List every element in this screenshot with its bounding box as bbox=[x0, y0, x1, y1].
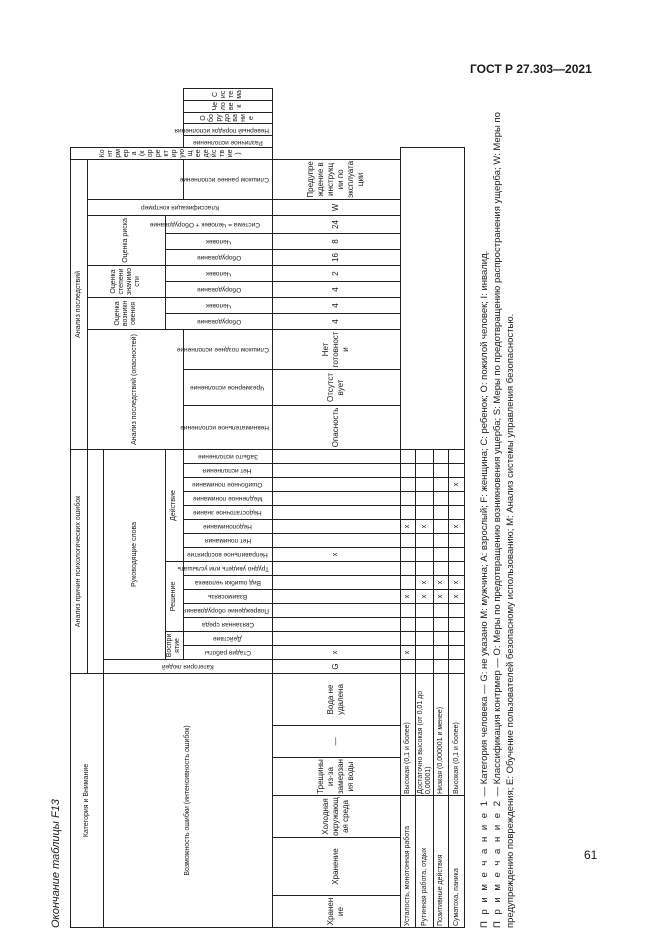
psych-col-header: Неверный порядок исполнения bbox=[183, 124, 272, 136]
occurrence-equipment-header: Оборудование bbox=[166, 313, 273, 329]
consequence-blank-cell bbox=[400, 147, 464, 449]
side-category-cell: Позитивные действия bbox=[433, 796, 449, 928]
severity-human-cell: 2 bbox=[272, 265, 400, 281]
psych-col-header: Невнимательное исполнение bbox=[183, 405, 272, 449]
side-mark-cell: x bbox=[416, 589, 434, 603]
danger-system-cell: Нет готовности bbox=[272, 329, 400, 369]
side-mark-cell bbox=[416, 547, 434, 561]
mark-cell bbox=[272, 561, 400, 575]
side-mark-cell bbox=[416, 645, 434, 659]
psych-col-header: Чрезмерное исполнение bbox=[183, 369, 272, 405]
psych-col-header: Ошибочное понимание bbox=[183, 477, 272, 491]
danger-equipment-cell: Опасность bbox=[272, 405, 400, 449]
side-mark-cell bbox=[449, 617, 465, 631]
side-category-cell: Рутинная работа, отдых bbox=[416, 796, 434, 928]
mark-cell bbox=[272, 491, 400, 505]
side-possibility-cell: Достаточно высокая (от 0,01 до 0,00001) bbox=[416, 673, 434, 795]
side-mark-cell bbox=[433, 463, 449, 477]
occurrence-human-header: Человек bbox=[166, 297, 273, 313]
danger-human-header: Человек bbox=[183, 100, 272, 112]
psych-col-header: Нет понимания bbox=[183, 533, 272, 547]
action-header: Действие bbox=[183, 631, 272, 645]
risk-human-cell: 8 bbox=[272, 233, 400, 249]
note-2-text: — Классификация контрмер — O: Меры по предотвращению возникновения ущерба; S: Меры по предотвращению распространения ущерба; W: Меры по предупреждению повреждения; E: Обучение пользователей безопасному использованию; M: Анализ системы управления безопасностью. bbox=[492, 112, 516, 928]
control-header: Контрмера (корректирующее действие) bbox=[71, 147, 273, 159]
side-possibility-cell: Высокая (0,1 и более) bbox=[449, 673, 465, 795]
side-mark-cell bbox=[433, 645, 449, 659]
side-mark-cell bbox=[416, 463, 434, 477]
mark-cell bbox=[272, 603, 400, 617]
psych-col-header: Забыто исполнение bbox=[183, 449, 272, 463]
risk-system-cell: 24 bbox=[272, 215, 400, 233]
side-mark-cell bbox=[400, 575, 416, 589]
side-mark-cell bbox=[433, 659, 449, 673]
danger-human-cell: Отсутствует bbox=[272, 369, 400, 405]
page-number: 61 bbox=[584, 848, 598, 862]
psych-col-header: Слишком позднее исполнение bbox=[183, 329, 272, 369]
side-mark-cell bbox=[433, 603, 449, 617]
danger-equipment-header: Оборудование bbox=[183, 112, 272, 124]
side-mark-cell bbox=[449, 561, 465, 575]
side-mark-cell bbox=[416, 631, 434, 645]
human-category-header: Категория людей bbox=[104, 659, 273, 673]
side-mark-cell bbox=[433, 617, 449, 631]
interaction-header: Взаимосвязь bbox=[183, 589, 272, 603]
side-mark-cell bbox=[416, 449, 434, 463]
side-mark-cell bbox=[433, 491, 449, 505]
psych-col-header: Медленное понимание bbox=[183, 491, 272, 505]
side-mark-cell bbox=[400, 533, 416, 547]
danger-analysis-header: Анализ последствий (опасностей) bbox=[87, 329, 183, 449]
side-possibility-cell: Высокая (0,1 и более) bbox=[400, 673, 416, 795]
control-class-header: Классификация контрмер bbox=[87, 199, 272, 215]
side-mark-cell bbox=[433, 519, 449, 533]
side-category-cell: Усталость, монотонная работа bbox=[400, 796, 416, 928]
psych-col-header: Недопонимание bbox=[183, 519, 272, 533]
mark-cell bbox=[272, 631, 400, 645]
error-kind-header: Вид ошибки человека bbox=[183, 575, 272, 589]
side-mark-cell bbox=[449, 603, 465, 617]
side-mark-cell bbox=[449, 533, 465, 547]
mark-cell bbox=[272, 519, 400, 533]
side-mark-cell bbox=[449, 645, 465, 659]
side-mark-cell bbox=[433, 533, 449, 547]
risk-system-header: Система = Человек + Оборудование bbox=[166, 215, 273, 233]
side-mark-cell bbox=[433, 449, 449, 463]
error-kind-cell: Вода не удалена bbox=[272, 673, 400, 725]
fmea-table bbox=[70, 88, 465, 928]
side-mark-cell: x bbox=[449, 519, 465, 533]
mark-cell bbox=[272, 477, 400, 491]
note-2-label: П р и м е ч а н и е 2 bbox=[492, 799, 503, 928]
control-cell: Предупреждение в инструкции по эксплуатации bbox=[272, 159, 400, 199]
side-mark-cell bbox=[416, 603, 434, 617]
danger-system-header: Система bbox=[183, 89, 272, 101]
side-mark-cell bbox=[433, 631, 449, 645]
note-2 bbox=[491, 88, 517, 928]
side-possibility-cell: Низкая (0,000001 и менее) bbox=[433, 673, 449, 795]
side-mark-cell bbox=[400, 603, 416, 617]
side-mark-cell bbox=[416, 561, 434, 575]
risk-equipment-cell: 16 bbox=[272, 249, 400, 265]
side-mark-cell: x bbox=[449, 477, 465, 491]
side-mark-cell bbox=[400, 547, 416, 561]
note-1-text: — Категория человека — G: не указано M: мужчина; A: взрослый; F: женщина; C: ребенок; O: пожилой человек; I: инвалид. bbox=[479, 250, 490, 800]
side-mark-cell bbox=[400, 631, 416, 645]
occurrence-equipment-cell: 4 bbox=[272, 313, 400, 329]
psych-col-header: Неправильное восприятие bbox=[183, 547, 272, 561]
side-mark-cell bbox=[449, 631, 465, 645]
equipment-damage-header: Повреждение оборудования bbox=[183, 603, 272, 617]
damage-cell: Трещины из-за замерзания воды bbox=[272, 758, 400, 796]
environment-cell: Холодная окружающая среда bbox=[272, 796, 400, 838]
note-1 bbox=[478, 88, 491, 928]
possibility-header: Возможность ошибки (интенсивность ошибок) bbox=[104, 673, 273, 927]
mark-cell bbox=[272, 575, 400, 589]
psych-analysis-subheader bbox=[87, 449, 104, 673]
side-category-cell: Суматоха, паника bbox=[449, 796, 465, 928]
severity-equipment-header: Оборудование bbox=[166, 281, 273, 297]
mark-cell bbox=[272, 589, 400, 603]
side-mark-cell bbox=[400, 449, 416, 463]
side-mark-cell bbox=[433, 505, 449, 519]
risk-equipment-header: Оборудование bbox=[166, 249, 273, 265]
human-category-cell: G bbox=[272, 659, 400, 673]
notes-block bbox=[478, 88, 517, 928]
side-mark-cell bbox=[400, 659, 416, 673]
side-mark-cell bbox=[416, 617, 434, 631]
mark-cell bbox=[272, 449, 400, 463]
side-mark-cell bbox=[449, 463, 465, 477]
psych-col-header: Недостаточное знание bbox=[183, 505, 272, 519]
risk-human-header: Человек bbox=[166, 233, 273, 249]
rotated-page-content bbox=[50, 88, 540, 928]
side-mark-cell: x bbox=[449, 575, 465, 589]
severity-header: Оценка степени значимости bbox=[87, 265, 166, 297]
side-mark-cell bbox=[416, 659, 434, 673]
decision-header: Решение bbox=[166, 561, 184, 631]
consequence-analysis-header: Анализ последствий bbox=[71, 159, 88, 449]
side-mark-cell: x bbox=[449, 589, 465, 603]
side-mark-cell bbox=[400, 477, 416, 491]
side-mark-cell: x bbox=[433, 589, 449, 603]
side-mark-cell: x bbox=[433, 575, 449, 589]
mark-cell bbox=[272, 533, 400, 547]
side-mark-cell: x bbox=[400, 519, 416, 533]
stage-header: Стадия работы bbox=[183, 645, 272, 659]
table-caption: Окончание таблицы F13 bbox=[50, 799, 62, 928]
side-mark-cell bbox=[400, 491, 416, 505]
side-mark-cell bbox=[433, 561, 449, 575]
mark-cell: x bbox=[272, 645, 400, 659]
mark-cell: x bbox=[272, 547, 400, 561]
side-mark-cell bbox=[433, 477, 449, 491]
side-mark-cell bbox=[416, 533, 434, 547]
action-group-header: Действие bbox=[166, 449, 184, 561]
environment-header: Связанная среда bbox=[183, 617, 272, 631]
side-mark-cell: x bbox=[416, 519, 434, 533]
side-mark-cell bbox=[416, 477, 434, 491]
psych-col-header: Трудно увидеть или услышать bbox=[183, 561, 272, 575]
mark-cell bbox=[272, 617, 400, 631]
document-header: ГОСТ Р 27.303—2021 bbox=[470, 62, 592, 76]
mark-cell bbox=[272, 505, 400, 519]
occurrence-human-cell: 4 bbox=[272, 297, 400, 313]
side-mark-cell bbox=[400, 505, 416, 519]
side-mark-cell bbox=[449, 659, 465, 673]
occurrence-header: Оценка возникновения bbox=[87, 297, 166, 329]
side-mark-cell bbox=[449, 491, 465, 505]
side-mark-cell bbox=[416, 491, 434, 505]
psych-col-header: Различное исполнение bbox=[183, 136, 272, 148]
risk-header: Оценка риска bbox=[87, 215, 166, 265]
side-mark-cell bbox=[449, 449, 465, 463]
psych-analysis-header: Анализ причин психологических ошибок bbox=[71, 449, 88, 673]
side-mark-cell: x bbox=[400, 645, 416, 659]
action-cell: Хранение bbox=[272, 838, 400, 896]
guidewords-header: Руководящие слова bbox=[104, 449, 166, 659]
severity-human-header: Человек bbox=[166, 265, 273, 281]
stage-cell: Хранение bbox=[272, 896, 400, 928]
psych-col-header: Слишком раннее исполнение bbox=[183, 159, 272, 199]
side-mark-cell: x bbox=[416, 575, 434, 589]
control-class-cell: W bbox=[272, 199, 400, 215]
side-mark-cell bbox=[416, 505, 434, 519]
side-mark-cell bbox=[433, 547, 449, 561]
side-mark-cell bbox=[449, 547, 465, 561]
psych-col-header: Нет исполнения bbox=[183, 463, 272, 477]
interaction-cell: — bbox=[272, 726, 400, 758]
category-header: Категория и Внимание bbox=[71, 673, 104, 927]
side-mark-cell bbox=[449, 505, 465, 519]
note-1-label: П р и м е ч а н и е 1 bbox=[479, 799, 490, 928]
severity-equipment-cell: 4 bbox=[272, 281, 400, 297]
side-mark-cell bbox=[400, 561, 416, 575]
mark-cell bbox=[272, 463, 400, 477]
side-mark-cell bbox=[400, 617, 416, 631]
side-mark-cell: x bbox=[400, 589, 416, 603]
perception-header: Восприятие bbox=[166, 631, 184, 659]
side-mark-cell bbox=[400, 463, 416, 477]
